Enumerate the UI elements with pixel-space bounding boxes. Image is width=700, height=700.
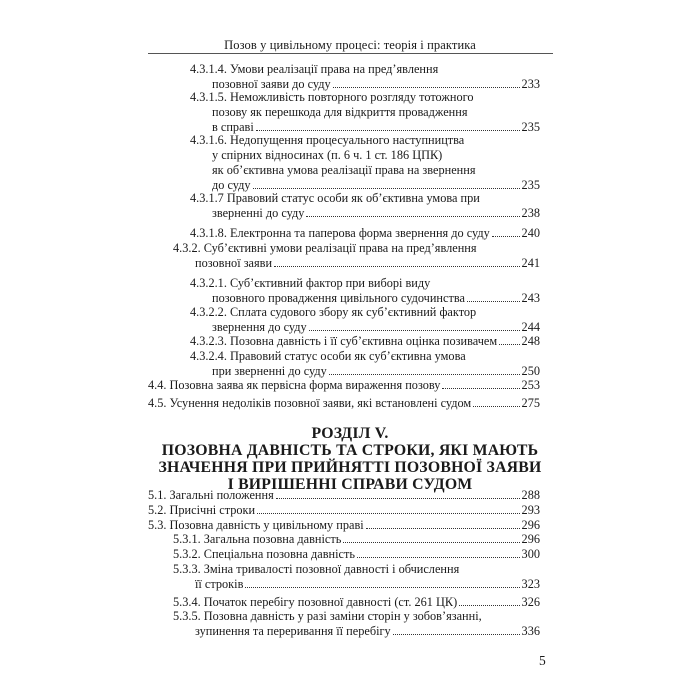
toc-entry-line: 4.3.1.8. Електронна та паперова форма звернення до суду bbox=[190, 226, 490, 240]
dot-leader bbox=[357, 557, 520, 558]
dot-leader bbox=[366, 528, 520, 529]
toc-entry bbox=[190, 334, 540, 349]
dot-leader bbox=[309, 330, 520, 331]
toc-entry bbox=[148, 518, 540, 533]
toc-entry bbox=[190, 276, 540, 306]
toc-entry bbox=[173, 547, 540, 562]
dot-leader bbox=[467, 301, 520, 302]
dot-leader bbox=[499, 344, 519, 345]
toc-entry-line: зверненні до суду bbox=[212, 206, 305, 220]
toc-entry-line: позову як перешкода для відкриття провадження bbox=[212, 105, 468, 119]
toc-entry-line: як об’єктивна умова реалізації права на звернення bbox=[212, 163, 476, 177]
section-title-line-1: ПОЗОВНА ДАВНІСТЬ ТА СТРОКИ, ЯКІ МАЮТЬ bbox=[161, 442, 539, 459]
toc-entry bbox=[190, 349, 540, 379]
toc-entry-line: звернення до суду bbox=[212, 320, 307, 334]
toc-entry-line: 5.2. Присічні строки bbox=[148, 503, 256, 517]
dot-leader bbox=[256, 130, 520, 131]
toc-entry bbox=[190, 191, 540, 221]
toc-page-number: 248 bbox=[521, 334, 540, 348]
toc-entry-line: 4.3.1.4. Умови реалізації права на пред’явлення bbox=[190, 62, 439, 76]
section-label: РОЗДІЛ V. bbox=[311, 425, 389, 442]
toc-page-number: 336 bbox=[521, 624, 540, 638]
page-number: 5 bbox=[539, 653, 546, 668]
toc-entry-line: 4.3.1.7 Правовий статус особи як об’єктивна умова при bbox=[190, 191, 480, 205]
toc-entry-line: 5.3.4. Початок перебігу позовної давності (ст. 261 ЦК) bbox=[173, 595, 458, 609]
toc-entry bbox=[190, 133, 540, 193]
toc-page-number: 275 bbox=[521, 396, 540, 410]
toc-page-number: 293 bbox=[521, 503, 540, 517]
toc-entry-line: 5.1. Загальні положення bbox=[148, 488, 274, 502]
toc-entry bbox=[148, 503, 540, 518]
running-header: Позов у цивільному процесі: теорія і практика bbox=[224, 38, 476, 52]
toc-page-number: 250 bbox=[521, 364, 540, 378]
toc-entry bbox=[190, 90, 540, 135]
toc-page-number: 243 bbox=[521, 291, 540, 305]
toc-entry-line: 5.3.5. Позовна давність у разі заміни сторін у зобов’язанні, bbox=[173, 609, 482, 623]
toc-page-number: 235 bbox=[521, 178, 540, 192]
toc-entry-line: 4.3.1.6. Недопущення процесуального наступництва bbox=[190, 133, 465, 147]
toc-page-number: 253 bbox=[521, 378, 540, 392]
toc-page-number: 241 bbox=[521, 256, 540, 270]
toc-entry-line: зупинення та переривання її перебігу bbox=[195, 624, 391, 638]
toc-page-number: 288 bbox=[521, 488, 540, 502]
toc-entry-line: 4.3.2.2. Сплата судового збору як суб’єктивний фактор bbox=[190, 305, 477, 319]
dot-leader bbox=[257, 513, 519, 514]
toc-entry-line: 4.3.2.4. Правовий статус особи як суб’єктивна умова bbox=[190, 349, 466, 363]
toc-page-number: 296 bbox=[521, 518, 540, 532]
toc-page-number: 300 bbox=[521, 547, 540, 561]
toc-page-number: 296 bbox=[521, 532, 540, 546]
toc-entry-line: позовного провадження цивільного судочинства bbox=[212, 291, 465, 305]
toc-page-number: 233 bbox=[521, 77, 540, 91]
toc-entry-line: 4.3.2.1. Суб’єктивний фактор при виборі виду bbox=[190, 276, 431, 290]
dot-leader bbox=[492, 236, 520, 237]
dot-leader bbox=[442, 388, 519, 389]
toc-entry-line: 4.3.2. Суб’єктивні умови реалізації права на пред’явлення bbox=[173, 241, 477, 255]
toc-entry-line: 4.3.1.5. Неможливість повторного розгляду тотожного bbox=[190, 90, 474, 104]
toc-entry bbox=[173, 609, 540, 639]
dot-leader bbox=[274, 266, 519, 267]
section-title-line-2: ЗНАЧЕННЯ ПРИ ПРИЙНЯТТІ ПОЗОВНОЇ ЗАЯВИ bbox=[158, 459, 542, 476]
toc-entry-line: 4.5. Усунення недоліків позовної заяви, які встановлені судом bbox=[148, 396, 472, 410]
toc-page-number: 244 bbox=[521, 320, 540, 334]
toc-entry bbox=[190, 305, 540, 335]
toc-entry-line: 4.4. Позовна заява як первісна форма вираження позову bbox=[148, 378, 441, 392]
dot-leader bbox=[459, 605, 519, 606]
dot-leader bbox=[343, 542, 519, 543]
toc-entry-line: в справі bbox=[212, 120, 254, 134]
toc-entry-line: її строків bbox=[195, 577, 244, 591]
toc-entry bbox=[148, 378, 540, 393]
toc-entry bbox=[173, 532, 540, 547]
dot-leader bbox=[306, 216, 519, 217]
toc-entry-line: 5.3.2. Спеціальна позовна давність bbox=[173, 547, 355, 561]
toc-page-number: 240 bbox=[521, 226, 540, 240]
toc-page-number: 326 bbox=[521, 595, 540, 609]
toc-entry bbox=[173, 241, 540, 271]
toc-entry bbox=[173, 562, 540, 592]
dot-leader bbox=[333, 87, 520, 88]
toc-entry-line: 5.3.1. Загальна позовна давність bbox=[173, 532, 342, 546]
toc-entry-line: позовної заяви до суду bbox=[212, 77, 331, 91]
toc-entry-line: при зверненні до суду bbox=[212, 364, 327, 378]
dot-leader bbox=[329, 374, 520, 375]
toc-entry-line: до суду bbox=[212, 178, 251, 192]
section-title-line-3: І ВИРІШЕННІ СПРАВИ СУДОМ bbox=[227, 476, 473, 493]
toc-entry bbox=[148, 396, 540, 411]
toc-entry-line: 4.3.2.3. Позовна давність і її суб’єктивна оцінка позивачем bbox=[190, 334, 498, 348]
toc-entry-line: у спірних відносинах (п. 6 ч. 1 ст. 186 ЦПК) bbox=[212, 148, 443, 162]
toc-page-number: 323 bbox=[521, 577, 540, 591]
toc-entry-line: 5.3. Позовна давність у цивільному праві bbox=[148, 518, 364, 532]
toc-entry-line: 5.3.3. Зміна тривалості позовної давності і обчислення bbox=[173, 562, 460, 576]
toc-page-number: 238 bbox=[521, 206, 540, 220]
dot-leader bbox=[276, 498, 520, 499]
dot-leader bbox=[253, 188, 520, 189]
toc-entry-line: позовної заяви bbox=[195, 256, 273, 270]
dot-leader bbox=[245, 587, 519, 588]
toc-entry bbox=[190, 62, 540, 92]
dot-leader bbox=[393, 634, 520, 635]
toc-entry bbox=[173, 595, 540, 610]
toc-entry bbox=[190, 226, 540, 241]
toc-page-number: 235 bbox=[521, 120, 540, 134]
dot-leader bbox=[473, 406, 519, 407]
